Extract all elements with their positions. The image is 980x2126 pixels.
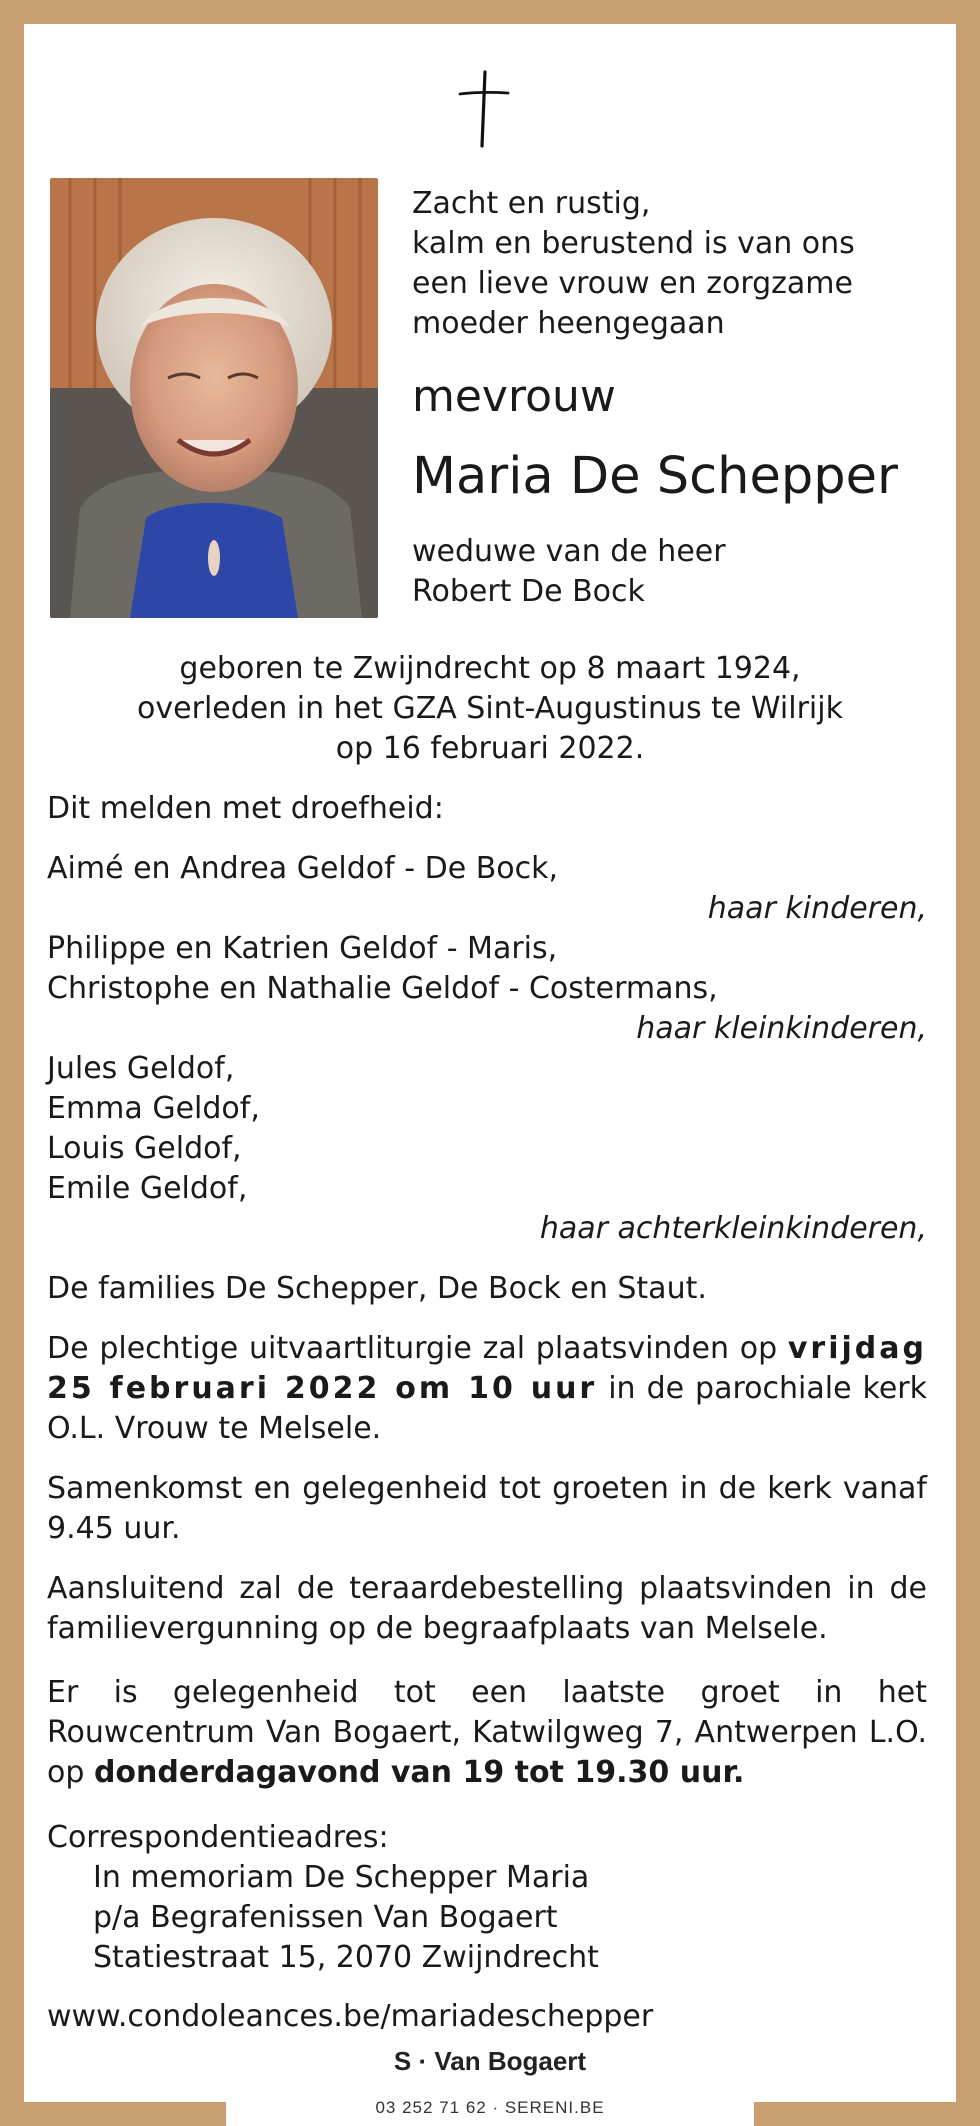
verse-line: een lieve vrouw en zorgzame xyxy=(412,266,853,301)
correspondence-label: Correspondentieadres: xyxy=(47,1820,389,1855)
grandchildren-label: haar kleinkinderen, xyxy=(636,1011,927,1046)
families-line: De families De Schepper, De Bock en Staut. xyxy=(47,1271,707,1306)
honorific-title: mevrouw xyxy=(412,371,616,422)
funeral-home-brand: S · Van Bogaert xyxy=(393,2046,587,2076)
widow-line: weduwe van de heer xyxy=(412,534,726,569)
liturgy-date: vrijdag 25 februari 2022 om 10 uur xyxy=(47,1331,927,1406)
deceased-name: Maria De Schepper xyxy=(412,447,898,506)
correspondence-block xyxy=(47,1818,927,1978)
great-grandchildren-label: haar achterkleinkinderen, xyxy=(539,1211,927,1246)
verse-line: Zacht en rustig, xyxy=(412,186,651,221)
widow-spouse-name: Robert De Bock xyxy=(412,574,645,609)
great-grandchild-name: Jules Geldof, xyxy=(47,1051,235,1086)
farewell-time: donderdagavond van 19 tot 19.30 uur. xyxy=(93,1755,745,1790)
death-date-line: op 16 februari 2022. xyxy=(335,731,645,766)
announcement: Dit melden met droefheid: xyxy=(47,791,444,826)
grandchildren-name: Philippe en Katrien Geldof - Maris, xyxy=(47,931,558,966)
correspondence-line: p/a Begrafenissen Van Bogaert xyxy=(93,1900,558,1935)
gathering-paragraph: Samenkomst en gelegenheid tot groeten in de kerk vanaf 9.45 uur. xyxy=(47,1471,927,1546)
liturgy-paragraph xyxy=(47,1329,927,1449)
condolence-website[interactable]: www.condoleances.be/mariadeschepper xyxy=(47,1999,654,2034)
death-line: overleden in het GZA Sint-Augustinus te Wilrijk xyxy=(137,691,843,726)
burial-paragraph: Aansluitend zal de teraardebestelling plaatsvinden in de familievergunning op de begraafplaats van Melsele. xyxy=(47,1571,927,1646)
great-grandchild-name: Louis Geldof, xyxy=(47,1131,242,1166)
children-names: Aimé en Andrea Geldof - De Bock, xyxy=(47,851,559,886)
birth-line: geboren te Zwijndrecht op 8 maart 1924, xyxy=(179,651,801,686)
family-list xyxy=(47,849,927,1249)
children-label: haar kinderen, xyxy=(707,891,927,926)
portrait-photo xyxy=(50,178,378,618)
grandchildren-name: Christophe en Nathalie Geldof - Costermans, xyxy=(47,971,718,1006)
cross-icon xyxy=(456,68,512,148)
farewell-paragraph xyxy=(47,1673,927,1793)
verse-line: moeder heengegaan xyxy=(412,306,725,341)
correspondence-line: In memoriam De Schepper Maria xyxy=(93,1860,590,1895)
intro-block xyxy=(412,184,932,612)
farewell-text: Er is gelegenheid tot een laatste groet in het Rouwcentrum Van Bogaert, Katwilgweg 7, Antwerpen L.O. op xyxy=(47,1675,927,1790)
widow-of xyxy=(412,532,932,612)
correspondence-line: Statiestraat 15, 2070 Zwijndrecht xyxy=(93,1940,599,1975)
verse-line: kalm en berustend is van ons xyxy=(412,226,855,261)
liturgy-text: De plechtige uitvaartliturgie zal plaatsvinden op xyxy=(47,1331,788,1366)
great-grandchild-name: Emile Geldof, xyxy=(47,1171,248,1206)
liturgy-location: in de parochiale kerk O.L. Vrouw te Melsele. xyxy=(47,1371,927,1446)
great-grandchild-name: Emma Geldof, xyxy=(47,1091,260,1126)
funeral-home-contact: 03 252 71 62 · SERENI.BE xyxy=(375,2098,605,2117)
birth-death-info xyxy=(24,649,956,769)
